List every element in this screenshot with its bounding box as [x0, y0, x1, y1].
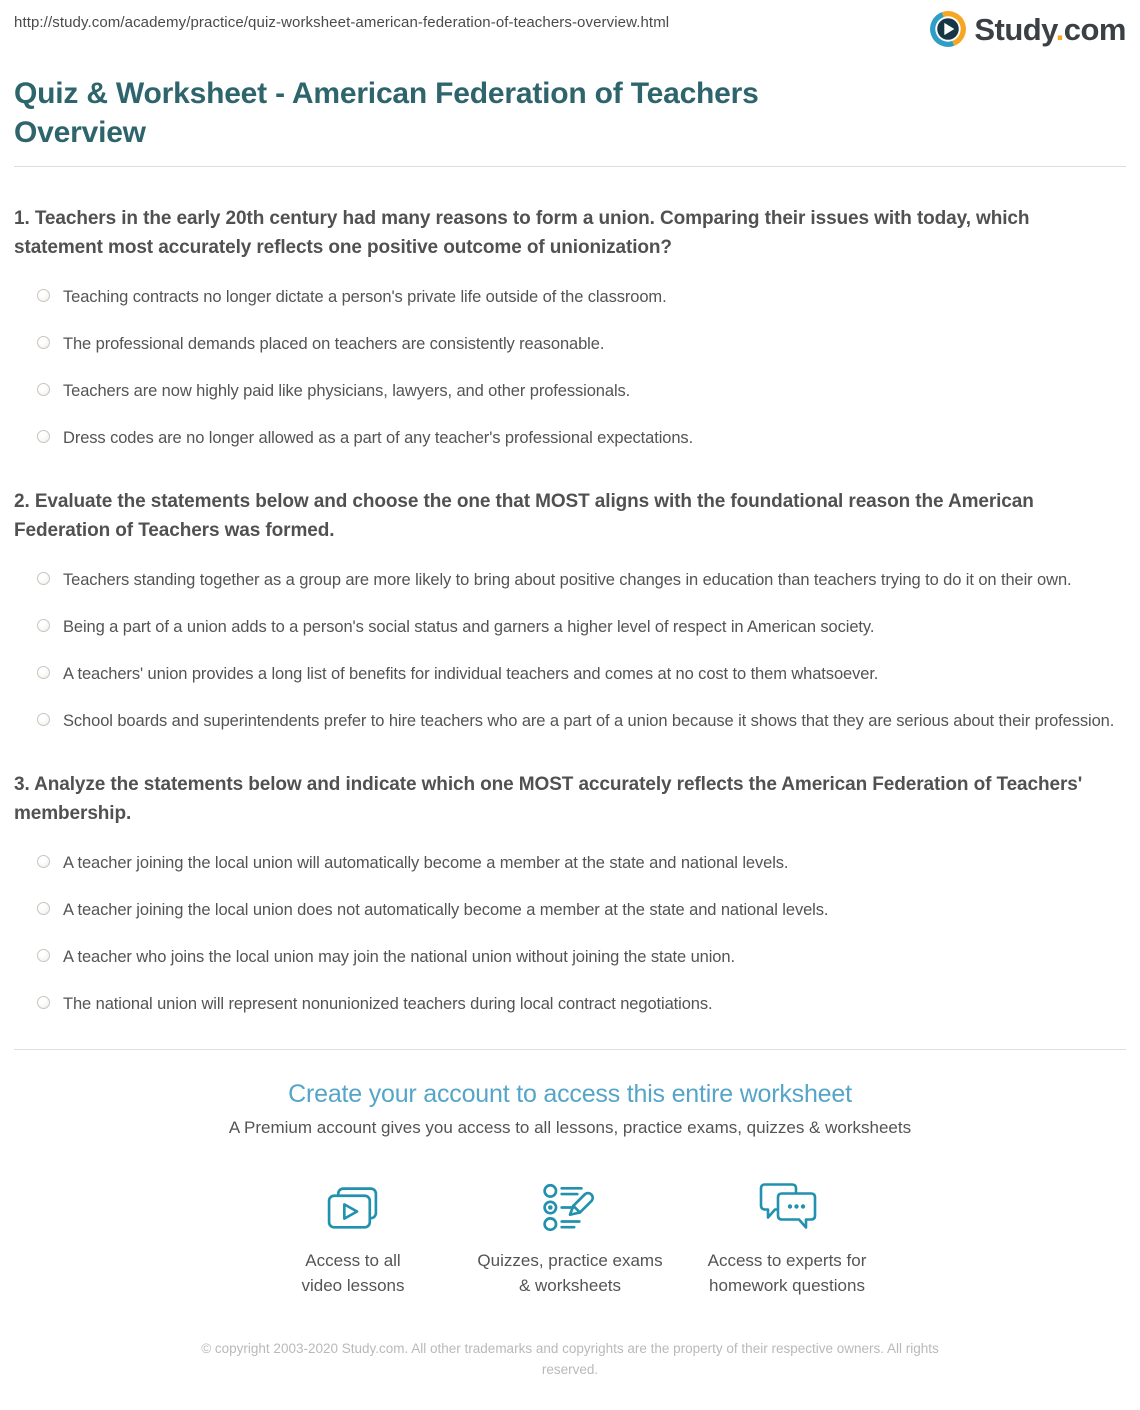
question-2-option-4[interactable] [14, 709, 1126, 733]
question-2-prompt: 2. Evaluate the statements below and choose the one that MOST aligns with the foundational reason the American Federation of Teachers was formed. [14, 491, 1034, 541]
option-label[interactable]: A teacher joining the local union does not automatically become a member at the state and national levels. [63, 901, 829, 919]
create-account-link[interactable]: Create your account to access this entire worksheet [288, 1080, 852, 1108]
question-1 [14, 204, 1126, 450]
option-label[interactable]: The professional demands placed on teachers are consistently reasonable. [63, 335, 605, 353]
question-2-option-3[interactable] [14, 662, 1126, 686]
question-1-options [14, 285, 1126, 450]
option-label[interactable]: Teachers standing together as a group are more likely to bring about positive changes in education than teachers trying to do it on their own. [63, 571, 1072, 589]
radio-button[interactable] [37, 430, 50, 443]
question-3-option-1[interactable] [14, 851, 1126, 875]
option-label[interactable]: A teacher who joins the local union may join the national union without joining the state union. [63, 948, 735, 966]
feature-label: Access to experts for homework questions [707, 1251, 867, 1295]
question-2-options [14, 568, 1126, 733]
radio-button[interactable] [37, 855, 50, 868]
option-label[interactable]: The national union will represent nonunionized teachers during local contract negotiations. [63, 995, 713, 1013]
feature-label: Quizzes, practice exams & worksheets [477, 1251, 663, 1295]
question-1-option-3[interactable] [14, 379, 1126, 403]
question-2-option-2[interactable] [14, 615, 1126, 639]
radio-button[interactable] [37, 949, 50, 962]
question-1-option-2[interactable] [14, 332, 1126, 356]
studycom-logo[interactable] [929, 10, 1126, 48]
page-header [14, 10, 1126, 48]
quiz-worksheet-icon [462, 1176, 679, 1234]
cta-section [14, 1050, 1126, 1380]
question-1-option-4[interactable] [14, 426, 1126, 450]
radio-button[interactable] [37, 996, 50, 1009]
option-label[interactable]: School boards and superintendents prefer to hire teachers who are a part of a union because it shows that they are serious about their profession. [63, 712, 1115, 730]
studycom-logo-text: Study.com [974, 11, 1126, 47]
radio-button[interactable] [37, 383, 50, 396]
studycom-play-icon [929, 10, 967, 48]
feature-homework-experts [679, 1176, 896, 1298]
option-label[interactable]: Teachers are now highly paid like physicians, lawyers, and other professionals. [63, 382, 631, 400]
question-2-option-1[interactable] [14, 568, 1126, 592]
question-3-options [14, 851, 1126, 1016]
option-label[interactable]: A teachers' union provides a long list of benefits for individual teachers and comes at no cost to them whatsoever. [63, 665, 879, 683]
option-label[interactable]: Dress codes are no longer allowed as a part of any teacher's professional expectations. [63, 429, 694, 447]
radio-button[interactable] [37, 713, 50, 726]
video-lessons-icon [245, 1176, 462, 1234]
feature-video-lessons [245, 1176, 462, 1298]
title-divider [14, 166, 1126, 167]
feature-quizzes-worksheets [462, 1176, 679, 1298]
radio-button[interactable] [37, 902, 50, 915]
feature-label: Access to all video lessons [301, 1251, 405, 1295]
radio-button[interactable] [37, 572, 50, 585]
chat-experts-icon [679, 1176, 896, 1234]
page-url: http://study.com/academy/practice/quiz-worksheet-american-federation-of-teachers-overview.html [14, 14, 670, 31]
question-3 [14, 770, 1126, 1016]
question-3-prompt: 3. Analyze the statements below and indicate which one MOST accurately reflects the American Federation of Teachers' membership. [14, 774, 1083, 824]
question-1-prompt: 1. Teachers in the early 20th century had many reasons to form a union. Comparing their issues with today, which statement most accurately reflects one positive outcome of unionization? [14, 208, 1030, 258]
question-1-option-1[interactable] [14, 285, 1126, 309]
question-3-option-4[interactable] [14, 992, 1126, 1016]
premium-subheading: A Premium account gives you access to all lessons, practice exams, quizzes & worksheets [228, 1118, 912, 1137]
question-2 [14, 487, 1126, 733]
page-title: Quiz & Worksheet - American Federation of Teachers Overview [14, 77, 759, 149]
radio-button[interactable] [37, 336, 50, 349]
question-3-option-2[interactable] [14, 898, 1126, 922]
option-label[interactable]: A teacher joining the local union will automatically become a member at the state and national levels. [63, 854, 789, 872]
radio-button[interactable] [37, 666, 50, 679]
option-label[interactable]: Teaching contracts no longer dictate a person's private life outside of the classroom. [63, 288, 667, 306]
copyright-notice: © copyright 2003-2020 Study.com. All other trademarks and copyrights are the property of their respective owners. All rights reserved. [201, 1341, 939, 1377]
feature-row [14, 1176, 1126, 1298]
option-label[interactable]: Being a part of a union adds to a person's social status and garners a higher level of respect in American society. [63, 618, 875, 636]
radio-button[interactable] [37, 619, 50, 632]
question-3-option-3[interactable] [14, 945, 1126, 969]
radio-button[interactable] [37, 289, 50, 302]
